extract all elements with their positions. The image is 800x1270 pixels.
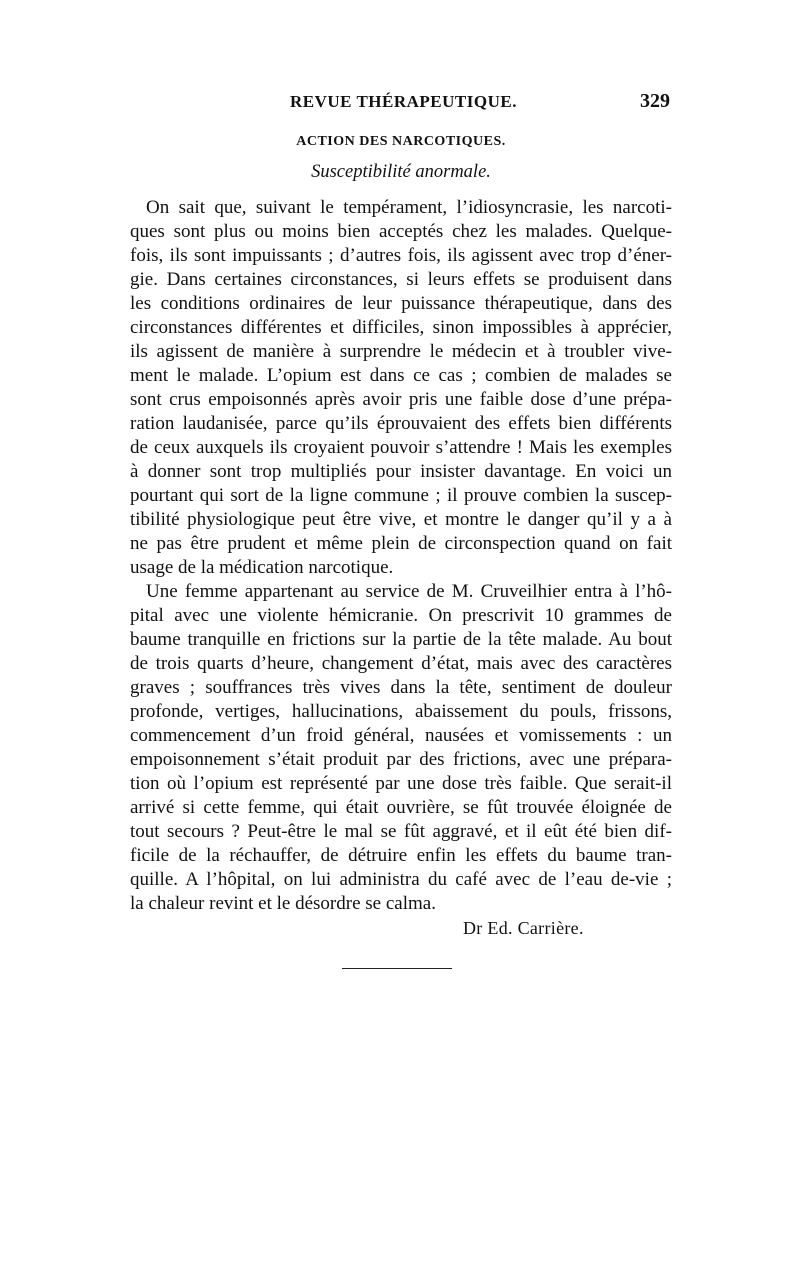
- text-line: circonstances différentes et difficiles, sinon impossibles à apprécier,: [130, 317, 672, 338]
- section-divider: [342, 968, 452, 969]
- text-line: les conditions ordinaires de leur puissance thérapeutique, dans des: [130, 293, 672, 314]
- text-line: de trois quarts d’heure, changement d’état, mais avec des caractères: [130, 653, 672, 674]
- text-line: Une femme appartenant au service de M. Cruveilhier entra à l’hô-: [146, 581, 672, 602]
- text-line: arrivé si cette femme, qui était ouvrière, se fût trouvée éloignée de: [130, 797, 672, 818]
- text-line: tibilité physiologique peut être vive, et montre le danger qu’il y a à: [130, 509, 672, 530]
- text-line: ficile de la réchauffer, de détruire enfin les effets du baume tran-: [130, 845, 672, 866]
- running-head: [130, 92, 672, 118]
- author-signature: Dr Ed. Carrière.: [463, 918, 584, 938]
- text-line: gie. Dans certaines circonstances, si leurs effets se produisent dans: [130, 269, 672, 290]
- text-line: usage de la médication narcotique.: [130, 557, 394, 578]
- text-line: baume tranquille en frictions sur la partie de la tête malade. Au bout: [130, 629, 672, 650]
- text-line: commencement d’un froid général, nausées et vomissements : un: [130, 725, 672, 746]
- page-number: 329: [640, 90, 670, 112]
- text-line: à donner sont trop multipliés pour insister davantage. En voici un: [130, 461, 672, 482]
- text-line: pital avec une violente hémicranie. On prescrivit 10 grammes de: [130, 605, 672, 626]
- text-line: ne pas être prudent et même plein de circonspection quand on fait: [130, 533, 672, 554]
- text-line: ment le malade. L’opium est dans ce cas ; combien de malades se: [130, 365, 672, 386]
- text-line: profonde, vertiges, hallucinations, abaissement du pouls, frissons,: [130, 701, 672, 722]
- text-line: On sait que, suivant le tempérament, l’idiosyncrasie, les narcoti-: [146, 197, 672, 218]
- text-line: sont crus empoisonnés après avoir pris une faible dose d’une prépa-: [130, 389, 672, 410]
- text-line: ration laudanisée, parce qu’ils éprouvaient des effets bien différents: [130, 413, 672, 434]
- section-title: ACTION DES NARCOTIQUES.: [296, 134, 506, 149]
- text-line: empoisonnement s’était produit par des frictions, avec une prépara-: [130, 749, 672, 770]
- text-line: tion où l’opium est représenté par une dose très faible. Que serait-il: [130, 773, 672, 794]
- text-line: la chaleur revint et le désordre se calma.: [130, 893, 436, 914]
- section-subtitle: Susceptibilité anormale.: [311, 162, 491, 182]
- text-line: tout secours ? Peut-être le mal se fût aggravé, et il eût été bien dif-: [130, 821, 672, 842]
- text-line: graves ; souffrances très vives dans la tête, sentiment de douleur: [130, 677, 672, 698]
- text-line: ques sont plus ou moins bien acceptés chez les malades. Quelque-: [130, 221, 672, 242]
- text-line: fois, ils sont impuissants ; d’autres fois, ils agissent avec trop d’éner-: [130, 245, 672, 266]
- text-line: de ceux auxquels ils croyaient pouvoir s’attendre ! Mais les exemples: [130, 437, 672, 458]
- text-line: quille. A l’hôpital, on lui administra du café avec de l’eau de-vie ;: [130, 869, 672, 890]
- running-head-title: REVUE THÉRAPEUTIQUE.: [290, 92, 517, 111]
- text-line: ils agissent de manière à surprendre le médecin et à troubler vive-: [130, 341, 672, 362]
- text-line: pourtant qui sort de la ligne commune ; il prouve combien la suscep-: [130, 485, 672, 506]
